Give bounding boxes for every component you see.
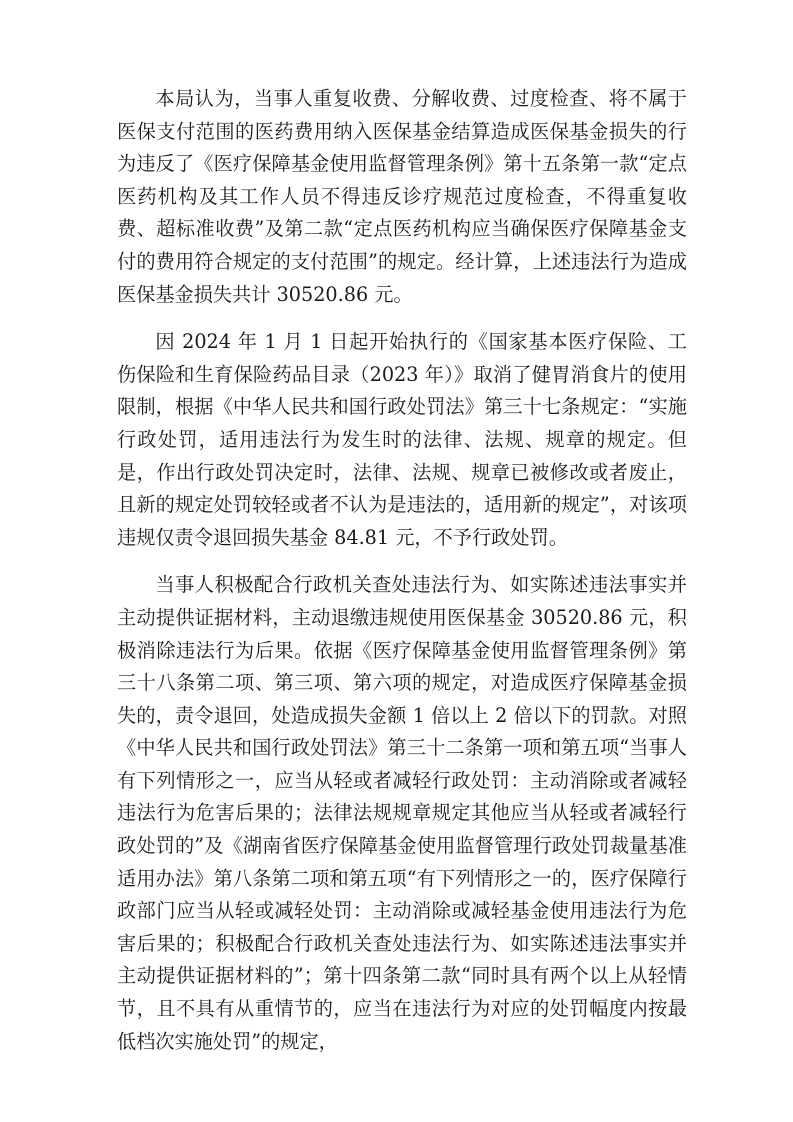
paragraph-finding: 本局认为，当事人重复收费、分解收费、过度检查、将不属于医保支付范围的医药费用纳入医保基金结算造成医保基金损失的行为违反了《医疗保障基金使用监督管理条例》第十五条第一款“定点医药机构及其工作人员不得违反诊疗规范过度检查，不得重复收费、超标准收费”及第二款“定点医药机构应当确保医疗保障基金支付的费用符合规定的支付范围”的规定。经计算，上述违法行为造成医保基金损失共计 30520.86 元。	[117, 87, 687, 306]
paragraph-penalty-basis: 当事人积极配合行政机关查处违法行为、如实陈述违法事实并主动提供证据材料，主动退缴违规使用医保基金 30520.86 元，积极消除违法行为后果。依据《医疗保障基金使用监督管理条例》第三十八条第二项、第三项、第六项的规定，对造成医疗保障基金损失的，责令退回，处造成损失金额 1 倍以上 2 倍以下的罚款。对照《中华人民共和国行政处罚法》第三十二条第一项和第五项“当事人有下列情形之一，应当从轻或者减轻行政处罚：主动消除或者减轻违法行为危害后果的；法律法规规章规定其他应当从轻或者减轻行政处罚的”及《湖南省医疗保障基金使用监督管理行政处罚裁量基准适用办法》第八条第二项和第五项“有下列情形之一的，医疗保障行政部门应当从轻或减轻处罚：主动消除或减轻基金使用违法行为危害后果的；积极配合行政机关查处违法行为、如实陈述违法事实并主动提供证据材料的”；第十四条第二款“同时具有两个以上从轻情节，且不具有从重情节的，应当在违法行为对应的处罚幅度内按最低档次实施处罚”的规定，	[117, 573, 687, 1053]
document-body	[117, 83, 687, 1073]
paragraph-new-rule: 因 2024 年 1 月 1 日起开始执行的《国家基本医疗保险、工伤保险和生育保险药品目录（2023 年）》取消了健胃消食片的使用限制，根据《中华人民共和国行政处罚法》第三十七条规定：“实施行政处罚，适用违法行为发生时的法律、法规、规章的规定。但是，作出行政处罚决定时，法律、法规、规章已被修改或者废止，且新的规定处罚较轻或者不认为是违法的，适用新的规定”，对该项违规仅责令退回损失基金 84.81 元，不予行政处罚。	[117, 330, 687, 549]
